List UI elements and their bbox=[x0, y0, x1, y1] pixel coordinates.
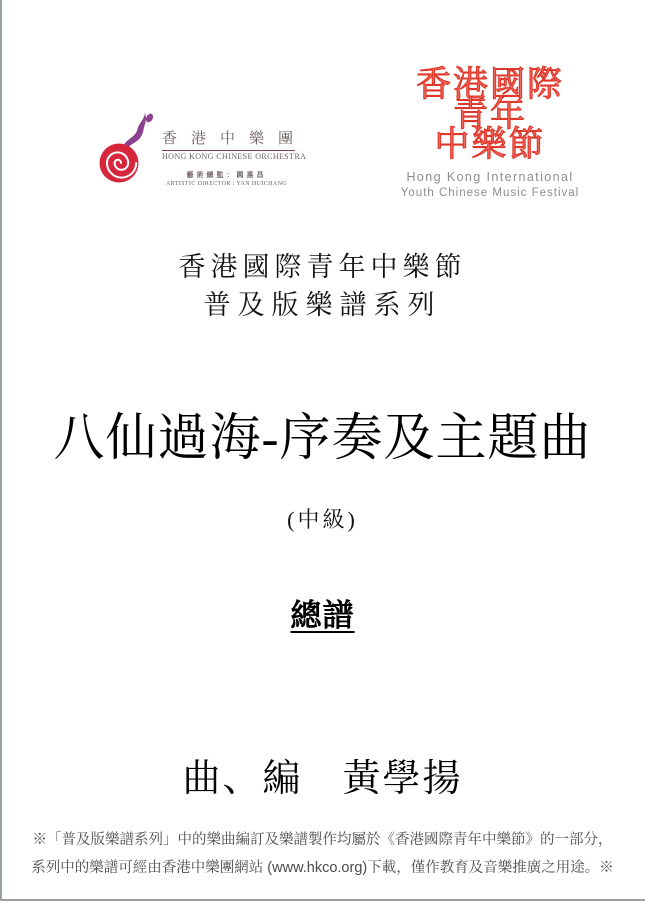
footer-line2: 系列中的樂譜可經由香港中樂團網站 (www.hkco.org)下載，僅作教育及音樂推廣之用途。※ bbox=[31, 860, 614, 876]
page-bottom-edge bbox=[0, 899, 645, 901]
page-left-edge bbox=[0, 0, 2, 901]
hkco-logo-icon bbox=[98, 110, 158, 190]
festival-name-en-line2: Youth Chinese Music Festival bbox=[400, 187, 580, 200]
hkco-name-zh: 香港中樂團 bbox=[162, 131, 308, 147]
festival-name-en-line1: Hong Kong International bbox=[406, 170, 574, 185]
hkco-logo bbox=[98, 110, 308, 195]
festival-zh-row2: 青年 bbox=[452, 95, 527, 135]
score-type-text: 總譜 bbox=[290, 598, 355, 633]
festival-logo-zh bbox=[400, 65, 580, 165]
series-title-line1: 香港國際青年中樂節 bbox=[178, 252, 467, 282]
footer-note bbox=[0, 826, 645, 882]
score-type-label bbox=[0, 590, 645, 635]
hkco-director-en: ARTISTIC DIRECTOR : YAN HUICHANG bbox=[165, 181, 288, 187]
festival-zh-row1: 香港國際 bbox=[415, 65, 564, 104]
piece-title: 八仙過海-序奏及主題曲 bbox=[53, 411, 592, 467]
footer-line1: ※「普及版樂譜系列」中的樂曲編訂及樂譜製作均屬於《香港國際青年中樂節》的一部分， bbox=[32, 832, 613, 848]
hkco-name-en: HONG KONG CHINESE ORCHESTRA bbox=[162, 152, 307, 161]
hkco-rule bbox=[162, 150, 295, 151]
festival-logo bbox=[400, 65, 580, 200]
level-label: (中級) bbox=[287, 507, 358, 532]
festival-zh-row3: 中樂節 bbox=[434, 125, 546, 165]
hkco-logo-text bbox=[160, 131, 308, 195]
series-title-line2: 普及版樂譜系列 bbox=[203, 290, 442, 320]
composer-credit: 曲、編 黃學揚 bbox=[182, 758, 463, 800]
hkco-director-zh: 藝術總監：閻惠昌 bbox=[186, 171, 267, 179]
